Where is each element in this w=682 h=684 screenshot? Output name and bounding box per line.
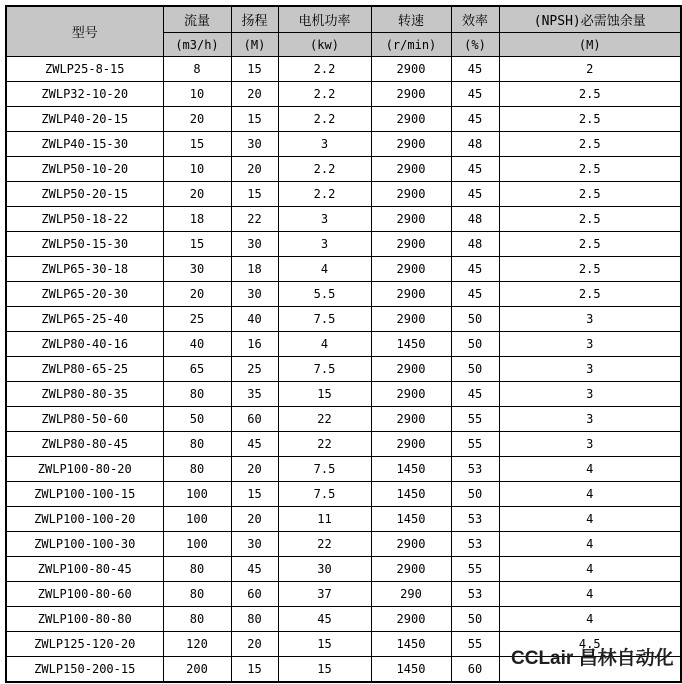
cell-speed: 2900 [371,607,451,632]
cell-speed: 2900 [371,282,451,307]
cell-efficiency: 45 [451,257,499,282]
cell-speed: 2900 [371,407,451,432]
cell-motor-power: 2.2 [278,82,371,107]
cell-head: 15 [231,57,278,82]
cell-speed: 1450 [371,507,451,532]
cell-head: 20 [231,157,278,182]
cell-model: ZWLP65-20-30 [6,282,163,307]
cell-efficiency: 45 [451,182,499,207]
cell-efficiency: 50 [451,607,499,632]
cell-speed: 2900 [371,232,451,257]
cell-efficiency: 53 [451,582,499,607]
cell-efficiency: 45 [451,82,499,107]
table-row [6,582,681,607]
cell-model: ZWLP65-30-18 [6,257,163,282]
cell-motor-power: 4 [278,332,371,357]
cell-model: ZWLP80-80-35 [6,382,163,407]
table-row [6,557,681,582]
cell-npsh: 4 [499,607,681,632]
cell-flow: 100 [163,482,231,507]
cell-motor-power: 3 [278,232,371,257]
cell-npsh: 4 [499,557,681,582]
table-row [6,57,681,82]
cell-flow: 10 [163,82,231,107]
cell-npsh: 2.5 [499,157,681,182]
table-header [6,6,681,57]
cell-efficiency: 50 [451,482,499,507]
cell-speed: 2900 [371,257,451,282]
cell-model: ZWLP100-80-20 [6,457,163,482]
cell-head: 45 [231,557,278,582]
cell-flow: 20 [163,282,231,307]
column-header-motor-power: 电机功率 [278,6,371,33]
cell-efficiency: 53 [451,532,499,557]
cell-model: ZWLP80-40-16 [6,332,163,357]
cell-flow: 20 [163,182,231,207]
cell-flow: 25 [163,307,231,332]
cell-npsh: 2.5 [499,132,681,157]
cell-flow: 18 [163,207,231,232]
cell-head: 30 [231,532,278,557]
cell-motor-power: 37 [278,582,371,607]
cell-head: 16 [231,332,278,357]
cell-motor-power: 4 [278,257,371,282]
table-row [6,457,681,482]
table-row [6,332,681,357]
cell-motor-power: 30 [278,557,371,582]
cell-motor-power: 45 [278,607,371,632]
cell-efficiency: 55 [451,557,499,582]
cell-flow: 100 [163,532,231,557]
table-row [6,282,681,307]
watermark: CCLair 昌林自动化 [511,648,674,669]
cell-efficiency: 50 [451,357,499,382]
column-unit-motor-power: (kw) [278,33,371,57]
table-row [6,657,681,683]
cell-efficiency: 48 [451,232,499,257]
cell-npsh: 2.5 [499,107,681,132]
column-header-npsh: (NPSH)必需蚀余量 [499,6,681,33]
cell-flow: 120 [163,632,231,657]
column-header-head: 扬程 [231,6,278,33]
cell-speed: 2900 [371,357,451,382]
table-row [6,532,681,557]
cell-head: 15 [231,657,278,683]
cell-npsh: 3 [499,307,681,332]
cell-head: 20 [231,507,278,532]
cell-head: 30 [231,282,278,307]
cell-npsh: 2.5 [499,282,681,307]
cell-flow: 30 [163,257,231,282]
cell-motor-power: 7.5 [278,307,371,332]
cell-speed: 2900 [371,82,451,107]
cell-npsh: 4.5 [499,632,681,657]
cell-motor-power: 22 [278,532,371,557]
cell-speed: 2900 [371,157,451,182]
column-unit-speed: (r/min) [371,33,451,57]
cell-efficiency: 50 [451,307,499,332]
column-unit-npsh: (M) [499,33,681,57]
cell-npsh: 3 [499,382,681,407]
cell-model: ZWLP100-100-30 [6,532,163,557]
cell-flow: 80 [163,582,231,607]
cell-npsh: 4 [499,582,681,607]
cell-speed: 1450 [371,657,451,683]
cell-head: 18 [231,257,278,282]
cell-model: ZWLP50-15-30 [6,232,163,257]
cell-speed: 2900 [371,57,451,82]
cell-efficiency: 45 [451,282,499,307]
cell-model: ZWLP125-120-20 [6,632,163,657]
cell-efficiency: 55 [451,407,499,432]
cell-motor-power: 2.2 [278,107,371,132]
cell-motor-power: 7.5 [278,357,371,382]
cell-speed: 1450 [371,632,451,657]
cell-flow: 15 [163,232,231,257]
cell-model: ZWLP100-100-20 [6,507,163,532]
cell-speed: 2900 [371,207,451,232]
cell-model: ZWLP40-15-30 [6,132,163,157]
cell-speed: 2900 [371,532,451,557]
column-header-efficiency: 效率 [451,6,499,33]
cell-efficiency: 53 [451,507,499,532]
cell-motor-power: 7.5 [278,482,371,507]
cell-head: 15 [231,482,278,507]
cell-model: ZWLP80-65-25 [6,357,163,382]
column-unit-head: (M) [231,33,278,57]
cell-efficiency: 60 [451,657,499,683]
cell-model: ZWLP32-10-20 [6,82,163,107]
cell-speed: 1450 [371,457,451,482]
cell-flow: 100 [163,507,231,532]
cell-efficiency: 50 [451,332,499,357]
cell-flow: 80 [163,557,231,582]
cell-npsh: 2.5 [499,182,681,207]
cell-head: 25 [231,357,278,382]
cell-head: 22 [231,207,278,232]
cell-motor-power: 7.5 [278,457,371,482]
cell-speed: 290 [371,582,451,607]
table-row [6,157,681,182]
cell-efficiency: 45 [451,57,499,82]
table-row [6,407,681,432]
column-header-speed: 转速 [371,6,451,33]
cell-motor-power: 15 [278,632,371,657]
cell-model: ZWLP100-80-80 [6,607,163,632]
cell-motor-power: 11 [278,507,371,532]
cell-npsh: 3 [499,332,681,357]
column-header-flow: 流量 [163,6,231,33]
cell-efficiency: 53 [451,457,499,482]
cell-npsh: 4 [499,482,681,507]
cell-npsh: 2.5 [499,257,681,282]
cell-npsh: 2.5 [499,207,681,232]
header-label-row [6,6,681,33]
cell-head: 30 [231,232,278,257]
table-body [6,57,681,683]
cell-npsh: 2.5 [499,82,681,107]
cell-npsh: 3 [499,357,681,382]
cell-model: ZWLP150-200-15 [6,657,163,683]
cell-speed: 2900 [371,182,451,207]
table-row [6,232,681,257]
cell-model: ZWLP40-20-15 [6,107,163,132]
column-header-model: 型号 [6,6,163,57]
table-row [6,482,681,507]
cell-efficiency: 45 [451,382,499,407]
cell-speed: 2900 [371,307,451,332]
cell-speed: 2900 [371,382,451,407]
table-row [6,382,681,407]
cell-head: 80 [231,607,278,632]
cell-flow: 80 [163,432,231,457]
cell-model: ZWLP100-80-60 [6,582,163,607]
table-row [6,107,681,132]
cell-flow: 50 [163,407,231,432]
cell-motor-power: 22 [278,432,371,457]
table-row [6,257,681,282]
pump-spec-table [5,5,682,683]
cell-npsh: 2.5 [499,232,681,257]
cell-flow: 10 [163,157,231,182]
table-row [6,82,681,107]
cell-model: ZWLP50-10-20 [6,157,163,182]
cell-head: 45 [231,432,278,457]
cell-model: ZWLP65-25-40 [6,307,163,332]
cell-speed: 2900 [371,132,451,157]
cell-head: 15 [231,107,278,132]
cell-model: ZWLP50-18-22 [6,207,163,232]
table-row [6,432,681,457]
table-row [6,357,681,382]
cell-motor-power: 15 [278,657,371,683]
cell-speed: 2900 [371,432,451,457]
cell-flow: 20 [163,107,231,132]
cell-motor-power: 2.2 [278,57,371,82]
cell-npsh: 4 [499,532,681,557]
cell-flow: 200 [163,657,231,683]
cell-npsh: 4 [499,507,681,532]
table-row [6,182,681,207]
cell-motor-power: 22 [278,407,371,432]
cell-flow: 15 [163,132,231,157]
cell-flow: 8 [163,57,231,82]
cell-head: 40 [231,307,278,332]
cell-motor-power: 2.2 [278,182,371,207]
table-row [6,307,681,332]
cell-npsh: 4 [499,457,681,482]
cell-model: ZWLP80-80-45 [6,432,163,457]
cell-model: ZWLP100-80-45 [6,557,163,582]
cell-model: ZWLP80-50-60 [6,407,163,432]
table-row [6,632,681,657]
cell-head: 60 [231,582,278,607]
cell-efficiency: 48 [451,207,499,232]
cell-speed: 2900 [371,557,451,582]
column-unit-efficiency: (%) [451,33,499,57]
cell-efficiency: 45 [451,107,499,132]
cell-head: 15 [231,182,278,207]
cell-flow: 40 [163,332,231,357]
cell-head: 30 [231,132,278,157]
cell-head: 60 [231,407,278,432]
table-row [6,507,681,532]
cell-flow: 80 [163,457,231,482]
cell-head: 20 [231,82,278,107]
cell-model: ZWLP25-8-15 [6,57,163,82]
cell-head: 20 [231,457,278,482]
cell-head: 35 [231,382,278,407]
cell-model: ZWLP100-100-15 [6,482,163,507]
cell-speed: 2900 [371,107,451,132]
cell-efficiency: 55 [451,632,499,657]
cell-model: ZWLP50-20-15 [6,182,163,207]
cell-efficiency: 48 [451,132,499,157]
table-row [6,607,681,632]
cell-flow: 80 [163,607,231,632]
column-unit-flow: (m3/h) [163,33,231,57]
cell-motor-power: 15 [278,382,371,407]
cell-motor-power: 3 [278,132,371,157]
cell-speed: 1450 [371,482,451,507]
table-row [6,207,681,232]
cell-efficiency: 55 [451,432,499,457]
table-row [6,132,681,157]
cell-npsh [499,657,681,683]
cell-efficiency: 45 [451,157,499,182]
cell-flow: 65 [163,357,231,382]
cell-npsh: 2 [499,57,681,82]
cell-npsh: 3 [499,432,681,457]
cell-motor-power: 3 [278,207,371,232]
cell-flow: 80 [163,382,231,407]
cell-motor-power: 5.5 [278,282,371,307]
cell-head: 20 [231,632,278,657]
cell-npsh: 3 [499,407,681,432]
cell-speed: 1450 [371,332,451,357]
cell-motor-power: 2.2 [278,157,371,182]
